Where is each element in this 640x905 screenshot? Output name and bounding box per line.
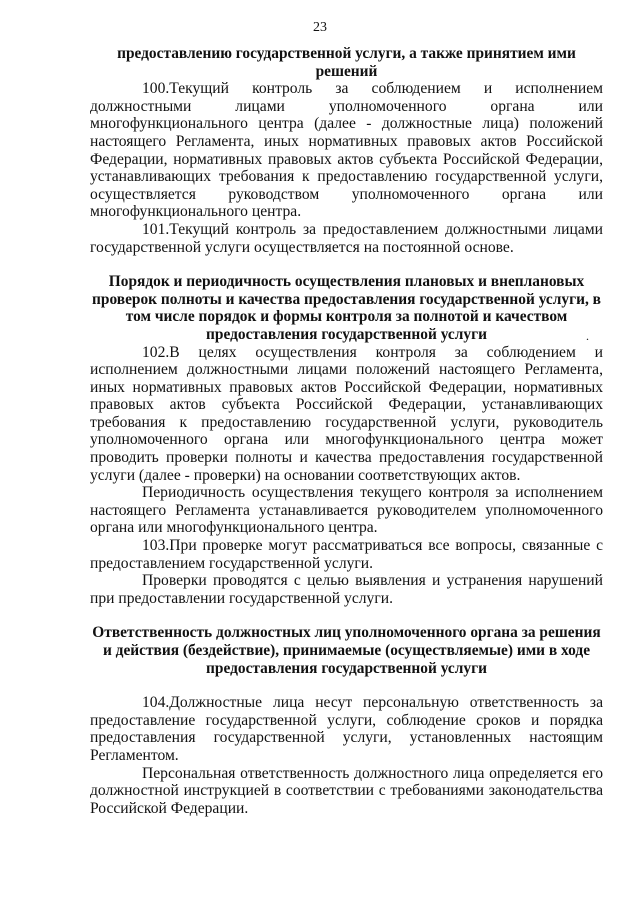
section-heading-responsibility: Ответственность должностных лиц уполномоченного органа за решения и действия (бездействие), принимаемые (осуществляемые) ими в ходе предоставления государственной услуги [92,624,601,677]
paragraph-104: 104.Должностные лица несут персональную ответственность за предоставление государственной услуги, соблюдение сроков и порядка предоставления государственной услуги, установленных настоящим Регламентом. [90,694,603,764]
page-number: 23 [313,20,327,35]
stray-dot: . [586,328,589,343]
paragraph-inspections-purpose: Проверки проводятся с целью выявления и устранения нарушений при предоставлении государственной услуги. [90,572,603,607]
paragraph-periodicity: Периодичность осуществления текущего контроля за исполнением настоящего Регламента устанавливается руководителем уполномоченного органа или многофункционального центра. [90,484,603,537]
section-heading-inspections: Порядок и периодичность осуществления плановых и внеплановых проверок полноты и качества предоставления государственной услуги, в том числе порядок и формы контроля за полнотой и качеством предоставления государственной услуги [92,273,601,343]
paragraph-101: 101.Текущий контроль за предоставлением должностными лицами государственной услуги осуществляется на постоянной основе. [90,220,603,256]
paragraph-100: 100.Текущий контроль за соблюдением и исполнением должностными лицами уполномоченного органа или многофункционального центра (далее - должностные лица) положений настоящего Регламента, иных нормативных правовых актов Российской Федерации, нормативных правовых актов субъекта Российской Федерации, устанавливающих требования к предоставлению государственной услуги, осуществляется руководством уполномоченного органа или многофункционального центра. [90,80,603,221]
section-heading-continuation: предоставлению государственной услуги, а также принятием ими решений [117,45,576,80]
paragraph-102: 102.В целях осуществления контроля за соблюдением и исполнением должностными лицами положений настоящего Регламента, иных нормативных правовых актов Российской Федерации, нормативных правовых актов субъекта Российской Федерации, устанавливающих требования к предоставлению государственной услуги, руководитель уполномоченного органа или многофункционального центра может проводить проверки полноты и качества предоставления государственной услуги (далее - проверки) на основании соответствующих актов. [90,343,603,484]
paragraph-personal-responsibility: Персональная ответственность должностного лица определяется его должностной инструкцией в соответствии с требованиями законодательства Российской Федерации. [90,764,603,817]
section-heading-inspections-wrap [90,273,603,343]
page-content [90,45,603,817]
paragraph-103: 103.При проверке могут рассматриваться все вопросы, связанные с предоставлением государственной услуги. [90,537,603,572]
